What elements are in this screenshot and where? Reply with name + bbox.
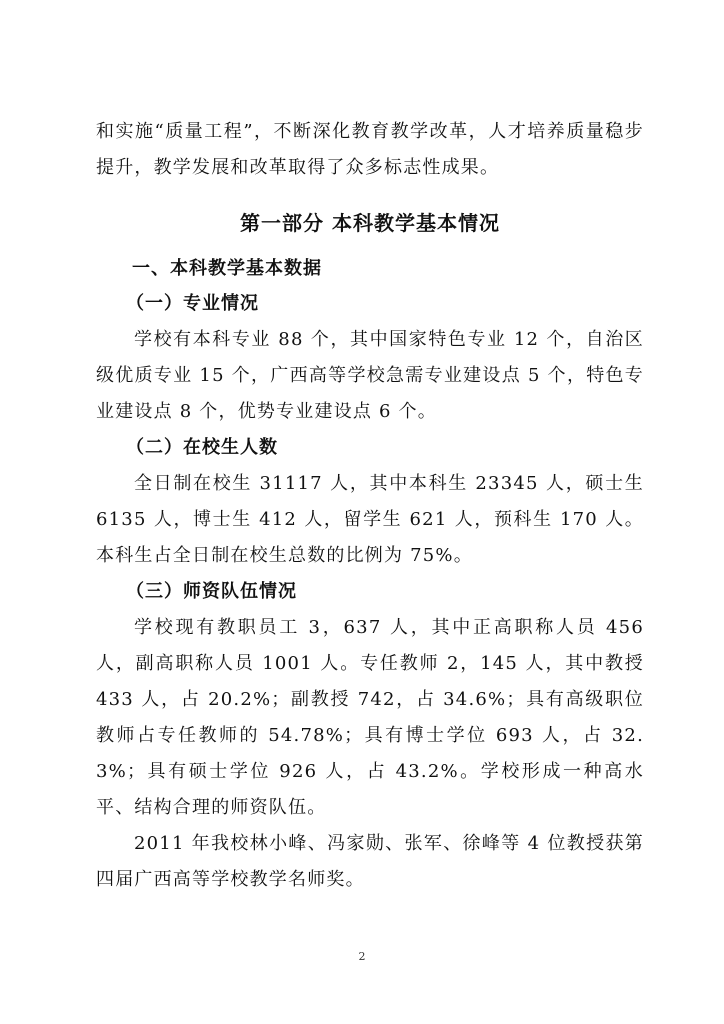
page-content [96,114,644,898]
part-title: 第一部分 本科教学基本情况 [240,211,500,235]
section-heading: 一、本科教学基本数据 [132,258,322,279]
page-number: 2 [358,950,366,963]
subsection-heading-faculty: （三）师资队伍情况 [126,581,297,602]
intro-paragraph: 和实施“质量工程”，不断深化教育教学改革，人才培养质量稳步提升，教学发展和改革取得了众多标志性成果。 [96,121,644,178]
faculty-paragraph: 学校现有教职员工 3，637 人，其中正高职称人员 456 人，副高职称人员 1001 人。专任教师 2，145 人，其中教授 433 人，占 20.2%；副教授 742，占 34.6%；具有高级职位教师占专任教师的 54.78%；具有博士学位 693 人，占 32.3%；具有硕士学位 926 人，占 43.2%。学校形成一种高水平、结构合理的师资队伍。 [96,617,644,818]
award-paragraph: 2011 年我校林小峰、冯家勋、张军、徐峰等 4 位教授获第四届广西高等学校教学名师奖。 [96,833,644,890]
enrollment-paragraph: 全日制在校生 31117 人，其中本科生 23345 人，硕士生 6135 人，博士生 412 人，留学生 621 人，预科生 170 人。本科生占全日制在校生总数的比例为 75%。 [96,473,644,566]
subsection-heading-enrollment: （二）在校生人数 [126,437,278,458]
subsection-heading-majors: （一）专业情况 [126,293,259,314]
majors-paragraph: 学校有本科专业 88 个，其中国家特色专业 12 个，自治区级优质专业 15 个，广西高等学校急需专业建设点 5 个，特色专业建设点 8 个，优势专业建设点 6 个。 [96,329,644,422]
